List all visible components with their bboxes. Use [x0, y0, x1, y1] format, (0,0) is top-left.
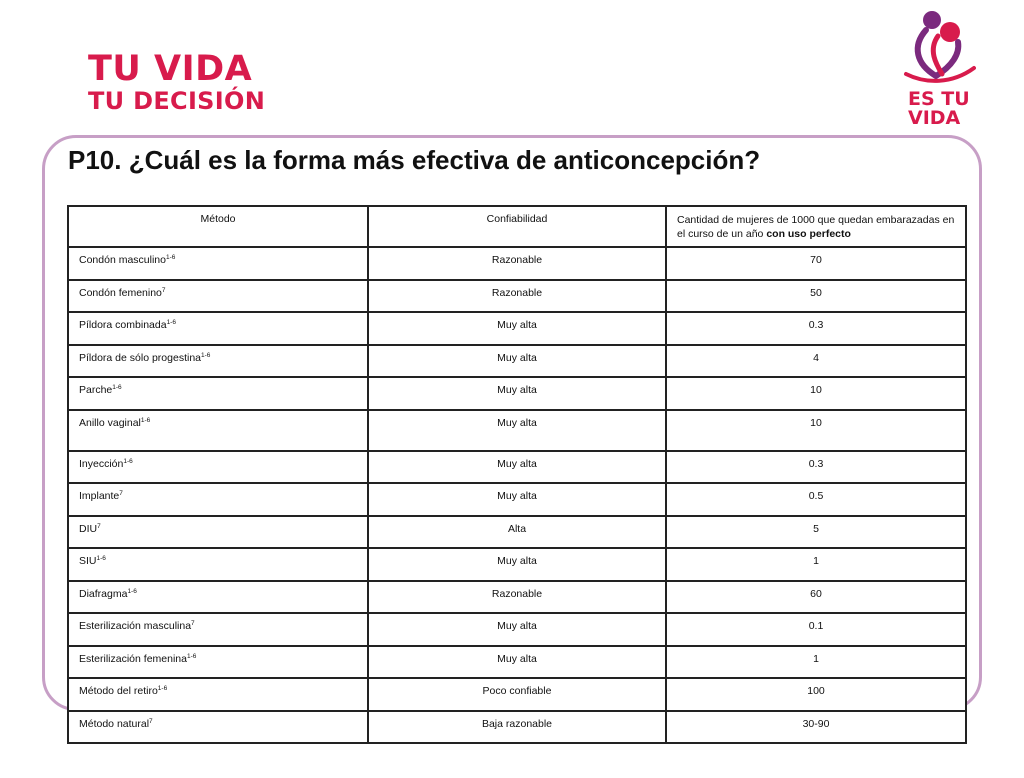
reference-marker: 1-6: [123, 457, 133, 465]
reliability-cell: Muy alta: [368, 548, 666, 581]
pregnancies-cell: 10: [666, 377, 966, 410]
reliability-cell: Muy alta: [368, 410, 666, 451]
method-name: Píldora combinada: [79, 319, 167, 331]
pregnancies-cell: 10: [666, 410, 966, 451]
table-header-row: [68, 206, 966, 247]
table-row: [68, 516, 966, 549]
reliability-cell: Razonable: [368, 280, 666, 313]
method-cell: [68, 646, 368, 679]
method-name: Método natural: [79, 717, 150, 730]
logo-text: [908, 90, 970, 128]
method-cell: [68, 483, 368, 516]
reliability-cell: Muy alta: [368, 312, 666, 345]
contraception-table: [67, 205, 967, 744]
reliability-cell: Razonable: [368, 581, 666, 614]
table-row: [68, 678, 966, 711]
method-name: Método del retiro: [79, 685, 158, 697]
table-row: [68, 345, 966, 378]
header-pregnancies: [666, 206, 966, 247]
tu-vida-logo: [88, 49, 266, 115]
header-pregnancies-text: Cantidad de mujeres de 1000 que quedan embarazadas en el curso de un año: [677, 214, 955, 240]
method-cell: [68, 312, 368, 345]
pregnancies-cell: 60: [666, 581, 966, 614]
reliability-cell: Muy alta: [368, 613, 666, 646]
reliability-cell: Muy alta: [368, 377, 666, 410]
method-cell: [68, 678, 368, 711]
reference-marker: 1-6: [96, 555, 106, 562]
es-tu-vida-logo: [898, 10, 978, 128]
reliability-cell: Muy alta: [368, 451, 666, 484]
reliability-cell: Poco confiable: [368, 678, 666, 711]
reliability-cell: Razonable: [368, 247, 666, 280]
reliability-cell: Baja razonable: [368, 711, 666, 744]
method-name: Diafragma: [79, 587, 128, 600]
reliability-cell: Muy alta: [368, 345, 666, 378]
reference-marker: 7: [97, 522, 101, 530]
method-name: Implante: [79, 490, 120, 502]
pregnancies-cell: 4: [666, 345, 966, 378]
table-row: [68, 613, 966, 646]
reference-marker: 1-6: [112, 384, 122, 391]
logo-text-line-1: ES TU: [908, 88, 970, 110]
pregnancies-cell: 70: [666, 247, 966, 280]
header-pregnancies-bold: con uso perfecto: [766, 228, 851, 240]
reference-marker: 1-6: [166, 319, 176, 326]
table-row: [68, 483, 966, 516]
pregnancies-cell: 0.1: [666, 613, 966, 646]
method-name: Condón femenino: [79, 286, 162, 299]
logo-text-line-2: VIDA: [908, 107, 961, 129]
table-row: [68, 548, 966, 581]
table-row: [68, 280, 966, 313]
pregnancies-cell: 0.3: [666, 451, 966, 484]
reference-marker: 1-6: [201, 351, 211, 359]
table-row: [68, 711, 966, 744]
method-cell: [68, 247, 368, 280]
table-row: [68, 410, 966, 451]
reference-marker: 1-6: [157, 685, 168, 692]
table-row: [68, 451, 966, 484]
people-heart-icon: [902, 10, 976, 90]
method-cell: [68, 410, 368, 451]
method-name: DIU: [79, 522, 98, 535]
method-cell: [68, 613, 368, 646]
reference-marker: 7: [149, 717, 153, 725]
method-name: SIU: [79, 555, 97, 567]
table-row: [68, 247, 966, 280]
method-name: Inyección: [79, 457, 124, 470]
method-cell: [68, 581, 368, 614]
method-cell: [68, 280, 368, 313]
method-cell: [68, 345, 368, 378]
reliability-cell: Muy alta: [368, 646, 666, 679]
header-reliability: Confiabilidad: [368, 206, 666, 247]
logo-line-1: TU VIDA: [88, 49, 253, 89]
pregnancies-cell: 50: [666, 280, 966, 313]
method-cell: [68, 548, 368, 581]
reference-marker: 7: [161, 286, 166, 294]
pregnancies-cell: 0.5: [666, 483, 966, 516]
method-name: Esterilización femenina: [79, 652, 187, 665]
pregnancies-cell: 100: [666, 678, 966, 711]
pregnancies-cell: 5: [666, 516, 966, 549]
method-cell: [68, 377, 368, 410]
reference-marker: 7: [119, 490, 123, 497]
method-name: Esterilización masculina: [79, 620, 192, 632]
pregnancies-cell: 1: [666, 646, 966, 679]
method-name: Píldora de sólo progestina: [79, 351, 201, 364]
method-cell: [68, 451, 368, 484]
table-row: [68, 312, 966, 345]
slide-title: P10. ¿Cuál es la forma más efectiva de anticoncepción?: [68, 145, 766, 176]
header-method: Método: [68, 206, 368, 247]
pregnancies-cell: 0.3: [666, 312, 966, 345]
method-cell: [68, 516, 368, 549]
table-row: [68, 646, 966, 679]
method-cell: [68, 711, 368, 744]
reference-marker: 1-6: [140, 416, 151, 424]
reliability-cell: Alta: [368, 516, 666, 549]
pregnancies-cell: 1: [666, 548, 966, 581]
table-row: [68, 377, 966, 410]
reference-marker: 7: [191, 620, 195, 627]
method-name: Parche: [79, 384, 113, 396]
reference-marker: 1-6: [127, 587, 137, 595]
reference-marker: 1-6: [186, 652, 197, 660]
pregnancies-cell: 30-90: [666, 711, 966, 744]
reliability-cell: Muy alta: [368, 483, 666, 516]
table-row: [68, 581, 966, 614]
reference-marker: 1-6: [165, 254, 176, 261]
method-name: Condón masculino: [79, 254, 166, 266]
method-name: Anillo vaginal: [79, 416, 141, 429]
logo-line-2: TU DECISIÓN: [88, 87, 266, 115]
